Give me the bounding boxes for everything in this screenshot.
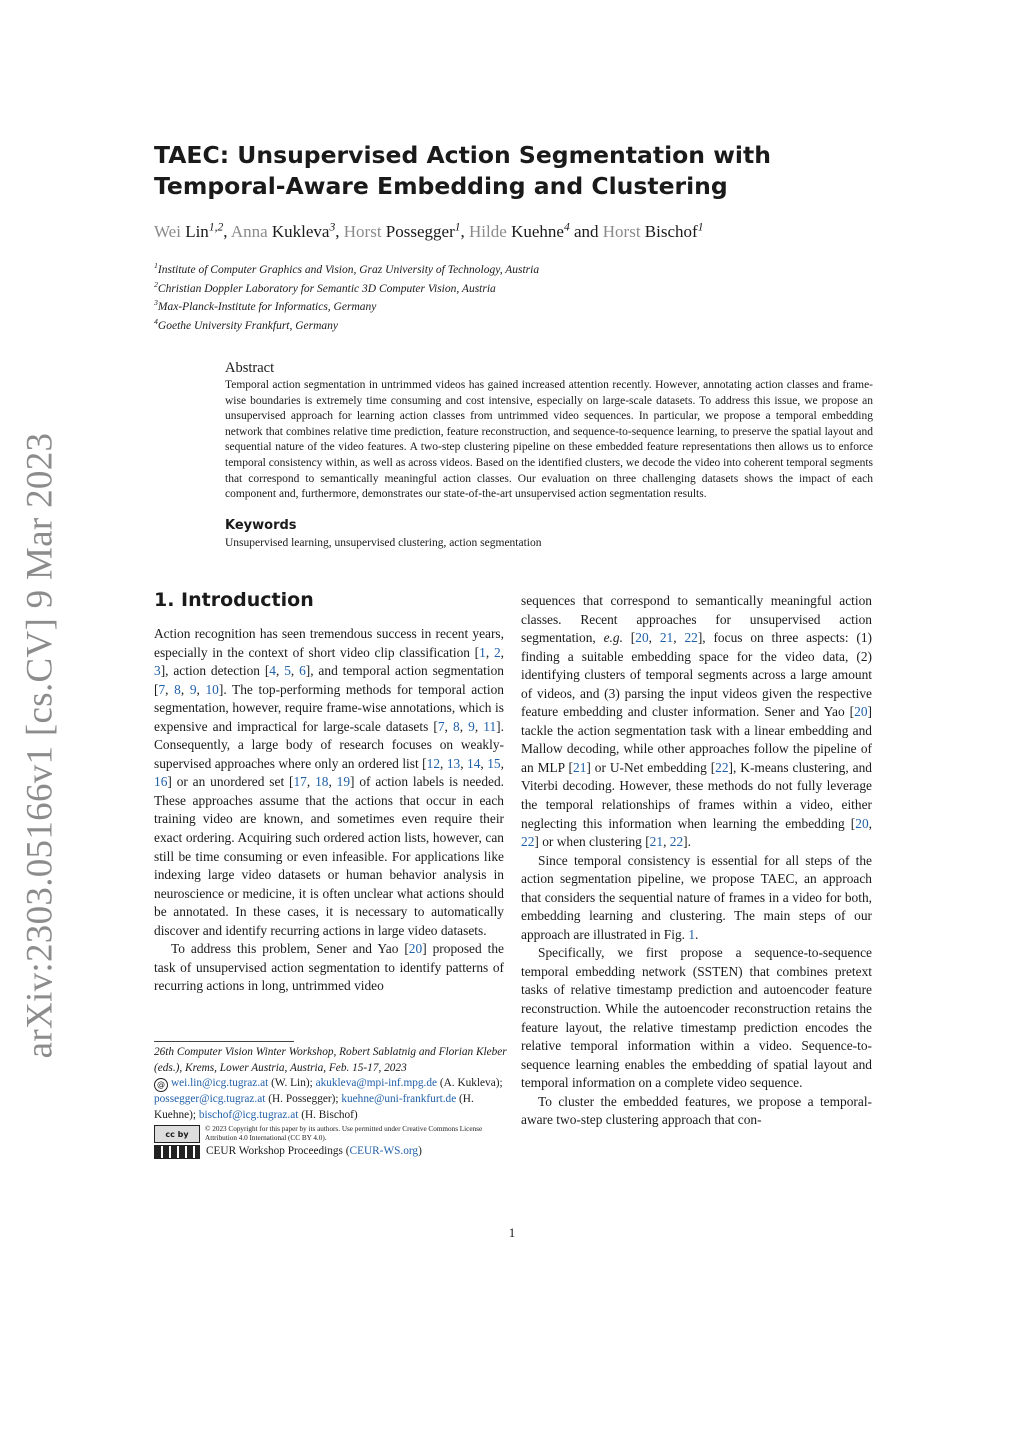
email-owner: (W. Lin); xyxy=(271,1077,313,1090)
citation-link[interactable]: 15 xyxy=(487,755,501,771)
keywords-heading: Keywords xyxy=(225,517,297,533)
citation-link[interactable]: 22 xyxy=(669,834,684,850)
citation-link[interactable]: 5 xyxy=(284,663,291,679)
author-given-name: Horst xyxy=(343,222,382,241)
arxiv-identifier-stamp xyxy=(14,432,66,1058)
text-run: , xyxy=(328,774,337,790)
text-run: , xyxy=(500,644,504,660)
paper-title: TAEC: Unsupervised Action Segmentation with Temporal-Aware Embedding and Clustering xyxy=(154,141,771,200)
author-separator: , xyxy=(335,222,340,241)
citation-link[interactable]: 19 xyxy=(336,774,351,790)
citation-link[interactable]: 4 xyxy=(269,663,276,679)
citation-link[interactable]: 7 xyxy=(158,681,166,697)
text-run: [ xyxy=(622,630,636,646)
citation-link[interactable]: 1 xyxy=(479,644,486,660)
citation-link[interactable]: 20 xyxy=(855,815,869,831)
citation-link[interactable]: 22 xyxy=(715,759,729,775)
text-run: , xyxy=(276,663,285,679)
citation-link[interactable]: 9 xyxy=(189,681,197,697)
text-run: , xyxy=(673,630,685,646)
text-run: , xyxy=(868,815,872,831)
email-link[interactable]: possegger@icg.tugraz.at xyxy=(154,1093,266,1106)
paragraph xyxy=(521,852,872,945)
text-run: . xyxy=(695,926,699,942)
text-run: , xyxy=(485,644,494,660)
license-row xyxy=(154,1125,514,1143)
paragraph xyxy=(521,944,872,1092)
text-run: ] or U-Net embedding [ xyxy=(586,759,716,775)
text-run: sequences that correspond to semantically meaningful action classes. Recent approaches for unsupervised action segmentation, xyxy=(521,593,872,646)
text-run: , xyxy=(165,681,175,697)
citation-link[interactable]: 14 xyxy=(467,755,481,771)
ceur-link[interactable]: CEUR-WS.org xyxy=(349,1145,419,1158)
introduction-left-column xyxy=(154,625,504,996)
author-given-name: Wei xyxy=(154,222,181,241)
text-run: ]. xyxy=(683,834,691,850)
paragraph xyxy=(154,625,504,940)
email-owner: (H. Possegger); xyxy=(268,1093,339,1106)
text-run: , xyxy=(180,681,190,697)
paragraph xyxy=(154,940,504,996)
introduction-right-column xyxy=(521,592,872,1130)
text-run: ] or when clustering [ xyxy=(534,834,650,850)
text-run: , xyxy=(480,755,488,771)
emphasis: e.g. xyxy=(603,630,623,646)
email-owner: (H. Bischof) xyxy=(301,1108,358,1121)
affiliation-line xyxy=(154,298,874,317)
citation-link[interactable]: 16 xyxy=(154,774,168,790)
citation-link[interactable]: 6 xyxy=(299,663,306,679)
text-run: ]. Consequently, a large body of research focuses on weakly-supervised approaches where only an ordered list [ xyxy=(154,718,504,771)
ceur-row xyxy=(154,1144,514,1160)
ceur-logo-icon xyxy=(154,1145,200,1159)
text-run: , xyxy=(648,630,660,646)
text-run: ] proposed the task of unsupervised action segmentation to identify patterns of recurring actions in long, untrimmed video xyxy=(154,941,504,994)
affiliation-mark: 1 xyxy=(154,261,158,271)
citation-link[interactable]: 7 xyxy=(437,718,445,734)
citation-link[interactable]: 3 xyxy=(154,663,161,679)
author-given-name: Anna xyxy=(230,222,268,241)
affiliation-text: Goethe University Frankfurt, Germany xyxy=(157,319,339,332)
venue-note: 26th Computer Vision Winter Workshop, Robert Sablatnig and Florian Kleber (eds.), Krems, Lower Austria, Austria, Feb. 15-17, 2023 xyxy=(154,1046,507,1074)
text-run: ], K-means clustering, and Viterbi decoding. However, these methods do not fully leverage the temporal relationships of frames within a video, either neglecting this information when learning the embedding [ xyxy=(521,759,872,831)
author-family-name: Kuehne xyxy=(511,222,564,241)
paragraph xyxy=(521,592,872,852)
author-affiliation-mark: 4 xyxy=(563,220,570,234)
text-run: , xyxy=(459,718,469,734)
text-run: ] of action labels is needed. These approaches assume that the actions that occur in each training video are known, and sometimes even require their exact ordering. Acquiring such ordered action lists, however, can still be time consuming or even infeasible. For applications like indexing large video datasets or human behavior analysis in neuroscience or medicine, it is often unclear what actions should be annotated. In these cases, it is necessary to automatically discover and identify recurring actions in large video datasets. xyxy=(154,774,505,938)
affiliation-line xyxy=(154,317,874,336)
author-family-name: Kukleva xyxy=(271,222,330,241)
author-affiliation-mark: 1 xyxy=(454,220,461,234)
abstract-section xyxy=(225,359,873,551)
author-family-name: Possegger xyxy=(385,222,455,241)
citation-link[interactable]: 9 xyxy=(468,718,475,734)
citation-link[interactable]: 8 xyxy=(174,681,181,697)
affiliation-list xyxy=(154,261,874,335)
text-run: ], action detection [ xyxy=(160,663,270,679)
text-run: ] tackle the action segmentation task with a linear embedding and Mallow decoding, while other approaches follow the pipeline of an MLP [ xyxy=(521,704,872,775)
text-run: Since temporal consistency is essential for all steps of the action segmentation pipeline, we propose TAEC, an approach that considers the sequential nature of frames in a video for both, embedding learning and clustering. The main steps of our approach are illustrated in Fig. xyxy=(521,852,872,942)
text-run: Specifically, we first propose a sequence-to-sequence temporal embedding network (SSTEN) that combines pretext tasks of relative timestamp prediction and autoencoder feature reconstruction. While the autoencoder reconstruction retains the feature layout, the relative timestamp prediction encodes the relative temporal information within a video. Sequence-to-sequence learning enables the embedding of spatial layout and temporal information on a complete video sequence. xyxy=(521,945,872,1091)
affiliation-text: Max-Planck-Institute for Informatics, Germany xyxy=(157,301,377,313)
author-family-name: Bischof xyxy=(644,222,698,241)
author-affiliation-mark: 3 xyxy=(329,220,336,234)
citation-link[interactable]: 2 xyxy=(493,644,501,660)
text-run: , xyxy=(290,663,300,679)
text-run: , xyxy=(500,755,504,771)
affiliation-mark: 3 xyxy=(154,298,158,308)
text-run: , xyxy=(306,774,316,790)
paragraph xyxy=(521,1093,872,1130)
author-given-name: Hilde xyxy=(469,222,507,241)
author-separator: , xyxy=(223,222,228,241)
author-list xyxy=(154,220,874,244)
text-run: ], and temporal action segmentation [ xyxy=(154,663,504,697)
footnotes xyxy=(154,1045,514,1160)
text-run: , xyxy=(196,681,206,697)
ceur-suffix: ) xyxy=(418,1145,422,1158)
author-affiliation-mark: 1,2 xyxy=(208,220,224,234)
email-link[interactable]: bischof@icg.tugraz.at xyxy=(198,1108,299,1121)
author-family-name: Lin xyxy=(185,222,209,241)
text-run: , xyxy=(474,718,484,734)
cc-license-badge: cc by xyxy=(154,1125,200,1143)
citation-link[interactable]: 21 xyxy=(649,834,664,850)
text-run: To cluster the embedded features, we propose a temporal-aware two-step clustering approach that con- xyxy=(521,1093,872,1128)
text-run: Action recognition has seen tremendous success in recent years, especially in the context of short video clip classification [ xyxy=(154,626,504,660)
text-run: , xyxy=(444,718,453,734)
email-link[interactable]: wei.lin@icg.tugraz.at xyxy=(171,1077,269,1090)
email-link[interactable]: kuehne@uni-frankfurt.de xyxy=(341,1093,457,1106)
affiliation-mark: 2 xyxy=(154,279,158,289)
author-and: and xyxy=(573,222,599,241)
arxiv-identifier-text: arXiv:2303.05166v1 [cs.CV] 9 Mar 2023 xyxy=(19,432,61,1058)
author-separator: , xyxy=(460,222,465,241)
text-run: , xyxy=(440,755,447,771)
ceur-text xyxy=(206,1144,422,1160)
footnote-divider xyxy=(154,1041,294,1042)
citation-link[interactable]: 20 xyxy=(408,941,423,957)
citation-link[interactable]: 8 xyxy=(452,718,460,734)
citation-link[interactable]: 1 xyxy=(688,926,696,942)
text-run: , xyxy=(460,755,468,771)
citation-link[interactable]: 21 xyxy=(573,759,587,775)
citation-link[interactable]: 17 xyxy=(293,774,307,790)
text-run: ] or an unordered set [ xyxy=(167,774,294,790)
email-owner: (A. Kukleva); xyxy=(439,1077,503,1090)
citation-link[interactable]: 18 xyxy=(315,774,329,790)
citation-link[interactable]: 20 xyxy=(635,630,649,646)
citation-link[interactable]: 13 xyxy=(446,755,461,771)
abstract-text: Temporal action segmentation in untrimmed videos has gained increased attention recently. However, annotating action classes and frame-wise boundaries is extremely time consuming and cost intensive, especially on large-scale datasets. To address this issue, we propose an unsupervised approach for learning action classes from untrimmed video sequences. In particular, we propose a temporal embedding network that combines relative time prediction, feature reconstruction, and sequence-to-sequence learning, to preserve the spatial layout and sequential nature of the video features. A two-step clustering pipeline on these embedded feature representations then allows us to enforce temporal consistency within, as well as across videos. Based on the identified clusters, we decode the video into coherent temporal segments that correspond to semantically meaningful action classes. Our evaluation on three challenging datasets shows the impact of each component and, furthermore, demonstrates our state-of-the-art unsupervised action segmentation results. xyxy=(225,379,873,501)
affiliation-text: Christian Doppler Laboratory for Semantic 3D Computer Vision, Austria xyxy=(157,282,496,295)
affiliation-text: Institute of Computer Graphics and Vision, Graz University of Technology, Austria xyxy=(157,264,540,276)
citation-link[interactable]: 20 xyxy=(854,704,868,720)
affiliation-line xyxy=(154,280,874,299)
email-owner: (H. Kuehne); xyxy=(154,1093,474,1121)
text-run: To address this problem, Sener and Yao [ xyxy=(171,941,409,957)
license-text: © 2023 Copyright for this paper by its authors. Use permitted under Creative Commons License Attribution 4.0 International (CC BY 4.0). xyxy=(205,1125,483,1143)
page-number: 1 xyxy=(508,1225,516,1240)
email-link[interactable]: akukleva@mpi-inf.mpg.de xyxy=(315,1077,438,1090)
email-list xyxy=(154,1076,514,1123)
author-given-name: Horst xyxy=(602,222,641,241)
abstract-heading: Abstract xyxy=(225,360,275,376)
keywords-text: Unsupervised learning, unsupervised clustering, action segmentation xyxy=(225,536,542,549)
citation-link[interactable]: 12 xyxy=(426,755,441,771)
citation-link[interactable]: 11 xyxy=(483,718,497,734)
text-run: ]. The top-performing methods for temporal action segmentation, however, require frame-wise annotations, which is expensive and impractical for large-scale datasets [ xyxy=(154,681,505,734)
affiliation-mark: 4 xyxy=(154,316,158,326)
text-run: ], focus on three aspects: (1) finding a suitable embedding space for the video data, (2) identifying clusters of temporal segments across a large amount of videos, and (3) parsing the input videos given the respective feature embedding and cluster information. Sener and Yao [ xyxy=(521,630,872,720)
ceur-prefix: CEUR Workshop Proceedings ( xyxy=(206,1145,350,1158)
affiliation-line xyxy=(154,261,874,280)
author-affiliation-mark: 1 xyxy=(697,220,704,234)
citation-link[interactable]: 22 xyxy=(521,834,535,850)
introduction-heading: 1. Introduction xyxy=(154,589,314,611)
email-icon: @ xyxy=(154,1078,168,1092)
text-run: , xyxy=(663,834,670,850)
citation-link[interactable]: 22 xyxy=(684,630,698,646)
citation-link[interactable]: 21 xyxy=(659,630,674,646)
citation-link[interactable]: 10 xyxy=(205,681,219,697)
